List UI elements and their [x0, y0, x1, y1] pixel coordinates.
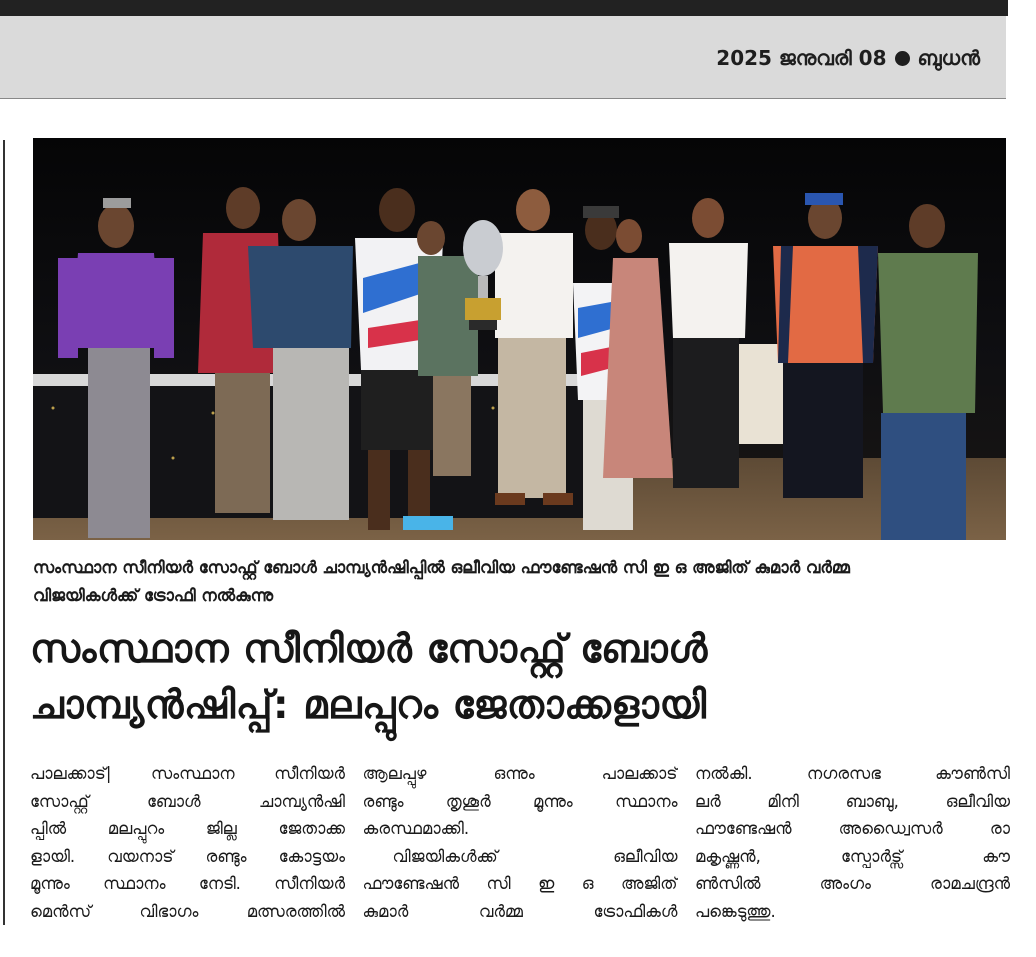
article-line: പാലക്കാട്| സംസ്ഥാന സീനിയർ: [30, 764, 345, 783]
article-line: രണ്ടും തൃശൂർ മൂന്നും സ്ഥാനം: [362, 791, 678, 811]
column-rule: [3, 140, 5, 925]
caption-line-1: സംസ്ഥാന സീനിയർ സോഫ്റ്റ് ബോൾ ചാമ്പ്യൻഷിപ്പിൽ ഒലീവിയ ഫൗണ്ടേഷൻ സി ഇ ഒ അജിത് കുമാർ വർമ്മ: [33, 558, 850, 577]
article-body: [30, 760, 1010, 930]
group-trophy-photo-icon: [33, 138, 1006, 540]
article-line: ഫൗണ്ടേഷൻ സി ഇ ഒ അജിത്: [362, 874, 678, 893]
bullet-dot-icon: [895, 51, 910, 66]
article-column-3: [695, 760, 1010, 930]
photo-caption: [33, 554, 993, 610]
article-line: സോഫ്റ്റ് ബോൾ ചാമ്പ്യൻഷി: [30, 791, 345, 811]
day-text: ബുധൻ: [917, 46, 980, 70]
article-line: മൂന്നും സ്ഥാനം നേടി. സീനിയർ: [30, 874, 345, 893]
article-line: ആലപ്പുഴ ഒന്നും പാലക്കാട്: [362, 764, 678, 783]
article-line: ളായി. വയനാട് രണ്ടും കോട്ടയം: [30, 846, 345, 866]
article-column-2: [363, 760, 678, 930]
article-line: വിജയികൾക്ക് ഒലീവിയ: [392, 846, 678, 866]
article-line: പ്പിൽ മലപ്പുറം ജില്ല ജേതാക്ക: [30, 819, 345, 838]
date-text: 2025 ജനുവരി 08: [716, 46, 887, 70]
article-column-1: [30, 760, 345, 930]
article-line: ൺസിൽ അംഗം രാമചന്ദ്രൻ: [695, 874, 1010, 893]
article-line: മെൻസ് വിഭാഗം മത്സരത്തിൽ: [30, 901, 345, 921]
date-band: [0, 16, 1006, 99]
dateline: [716, 46, 980, 70]
article-line: മകൃഷ്ണൻ, സ്പോർട്സ് കൗ: [695, 846, 1010, 866]
headline-line-1: സംസ്ഥാന സീനിയർ സോഫ്റ്റ് ബോൾ: [30, 627, 708, 672]
article-line: പങ്കെടുത്തു.: [695, 901, 776, 921]
article-line: കുമാർ വർമ്മ ട്രോഫികൾ: [362, 901, 678, 921]
article-line: നൽകി. നഗരസഭ കൗൺസി: [695, 764, 1010, 783]
headline-line-2: ചാമ്പ്യൻഷിപ്പ്: മലപ്പുറം ജേതാക്കളായി: [30, 683, 707, 728]
article-line: ഫൗണ്ടേഷൻ അഡ്വൈസർ രാ: [695, 819, 1010, 838]
article-line: കരസ്ഥമാക്കി.: [362, 819, 470, 838]
news-photo: [33, 138, 1006, 540]
headline: [30, 622, 1005, 734]
caption-line-2: വിജയികൾക്ക് ട്രോഫി നൽകുന്നു: [33, 586, 274, 605]
top-bar: [0, 0, 1008, 16]
article-line: ലർ മിനി ബാബു, ഒലീവിയ: [695, 791, 1010, 811]
